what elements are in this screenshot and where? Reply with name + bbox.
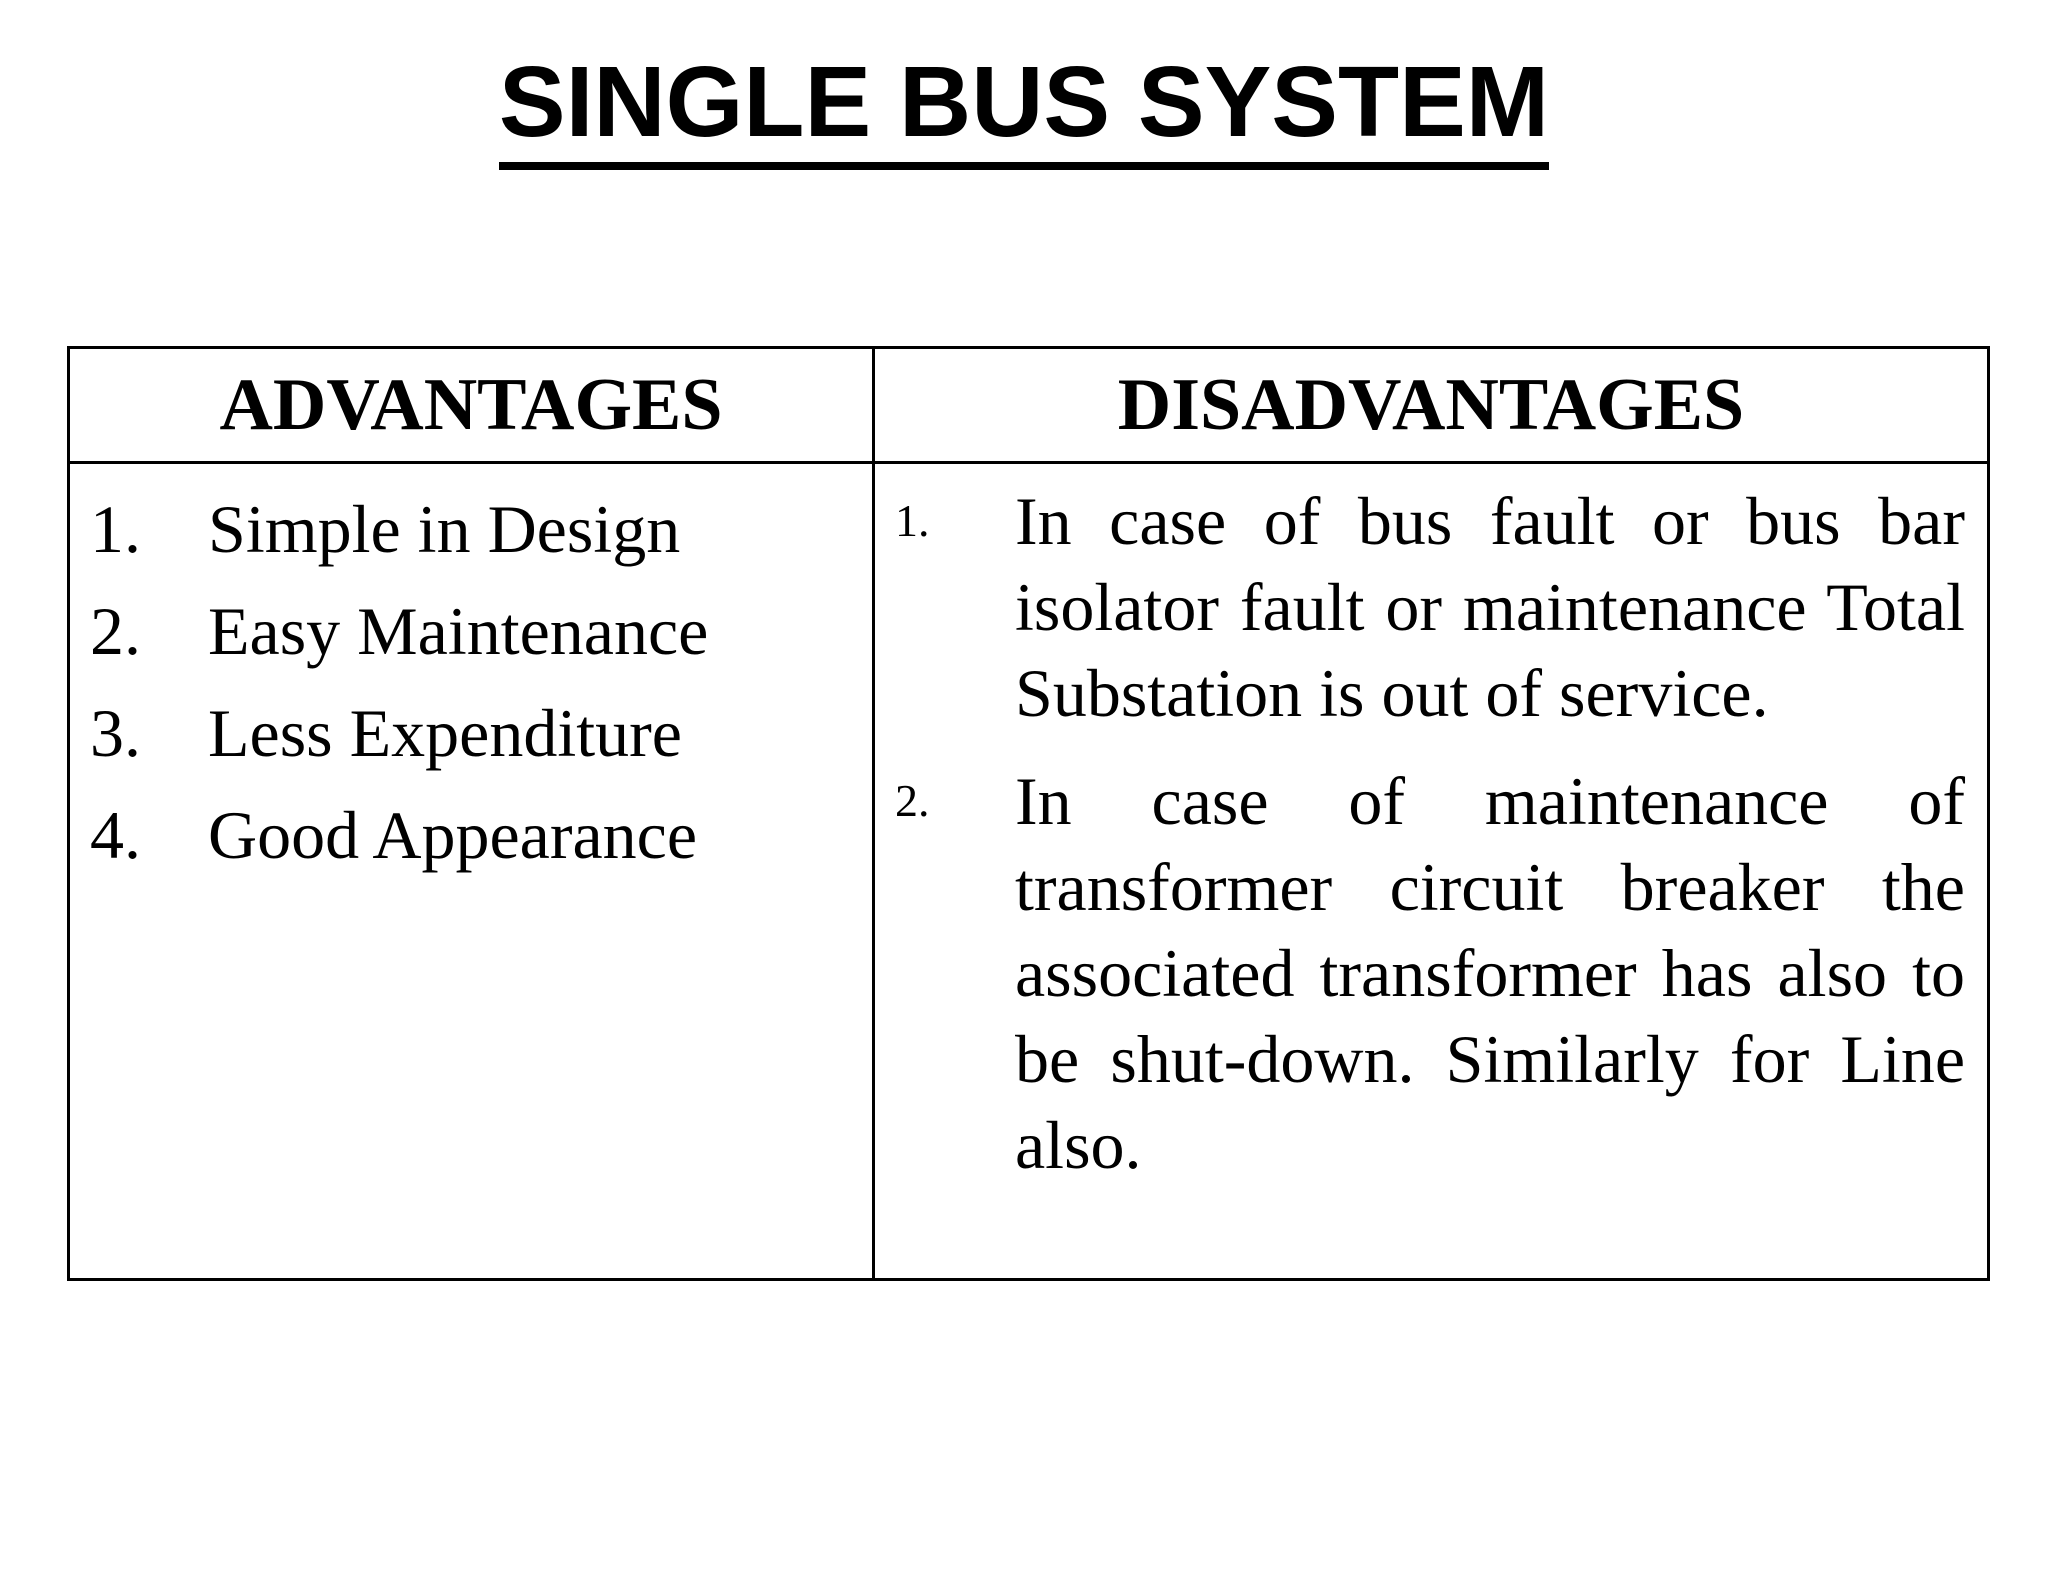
item-text: Less Expenditure — [208, 695, 682, 771]
item-text: Good Appearance — [208, 797, 698, 873]
list-item — [895, 478, 1965, 736]
item-number: 4. — [90, 797, 141, 873]
list-item — [90, 784, 872, 886]
item-number: 1. — [90, 491, 141, 567]
list-item — [90, 682, 872, 784]
page-title — [0, 46, 2048, 170]
advantages-header: ADVANTAGES — [69, 348, 874, 463]
list-item — [90, 478, 872, 580]
disadvantages-cell — [874, 463, 1989, 1280]
item-number: 2. — [895, 775, 930, 826]
item-number: 3. — [90, 695, 141, 771]
item-text: Easy Maintenance — [208, 593, 709, 669]
comparison-table — [67, 346, 1990, 1281]
table-row — [69, 463, 1989, 1280]
item-text: Simple in Design — [208, 491, 681, 567]
disadvantages-list — [895, 478, 1965, 1188]
disadvantages-header: DISADVANTAGES — [874, 348, 1989, 463]
item-number: 2. — [90, 593, 141, 669]
item-text: In case of bus fault or bus bar isolator fault or maintenance Total Substation is out of service. — [1015, 483, 1965, 731]
advantages-cell — [69, 463, 874, 1280]
list-item — [895, 758, 1965, 1188]
item-number: 1. — [895, 495, 930, 546]
page-title-text: SINGLE BUS SYSTEM — [499, 46, 1549, 170]
table-header-row — [69, 348, 1989, 463]
advantages-list — [90, 478, 872, 886]
list-item — [90, 580, 872, 682]
item-text: In case of maintenance of transformer circuit breaker the associated transformer has also to be shut-down. Similarly for Line also. — [1015, 763, 1965, 1183]
